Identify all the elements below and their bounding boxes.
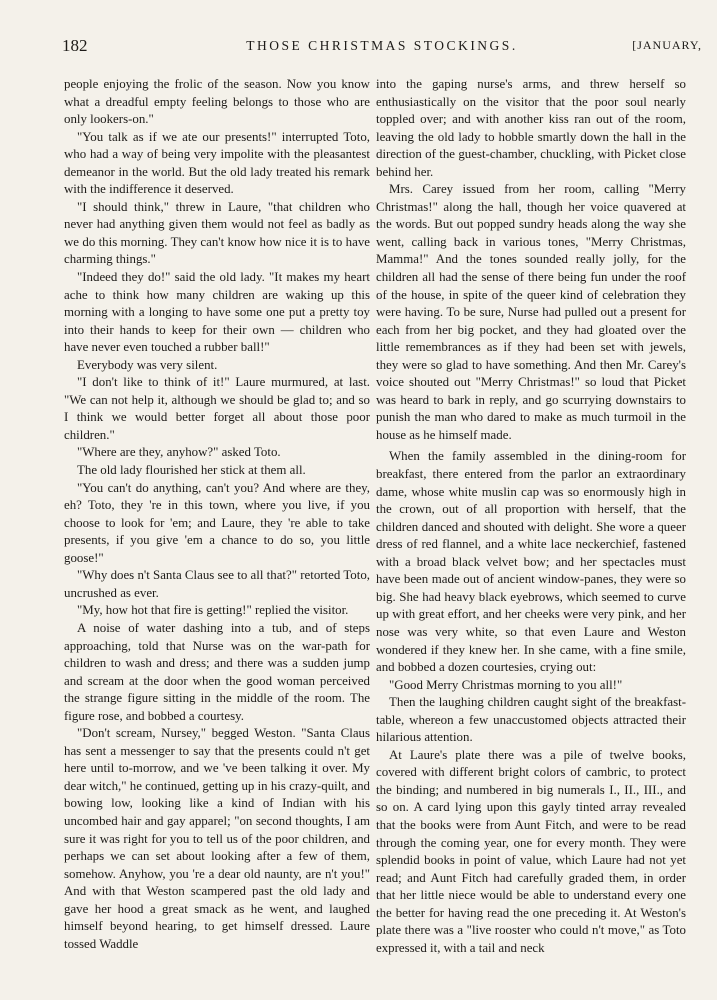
running-title: THOSE CHRISTMAS STOCKINGS. [246, 38, 518, 53]
paragraph: "Why does n't Santa Claus see to all that?" retorted Toto, uncrushed as ever. [64, 568, 370, 600]
paragraph: "Good Merry Christmas morning to you all!" [389, 677, 623, 692]
paragraph: "I don't like to think of it!" Laure murmured, at last. "We can not help it, although we should be glad to; and so I think we would better forget all about those poor children." [64, 375, 370, 442]
page-header [62, 36, 702, 56]
paragraph: When the family assembled in the dining-room for breakfast, there entered from the parlor an extraordinary dame, whose white muslin cap was so enormously high in the crown, out of all proportion with herself, that the children danced and shouted with delight. She wore a queer dress of red flannel, and a white lace neckerchief, fastened with a broad black velvet bow; and her spectacles must have been made out of ancient window-panes, they were so big. She had heavy black eyebrows, which seemed to curve up with great effort, and her cheeks were very pink, and her nose was very white, so that even Laure and Weston wondered if they knew her. In she came, with a fine smile, and bobbed a dozen courtesies, crying out: [376, 449, 686, 675]
paragraph: Everybody was very silent. [77, 357, 218, 372]
left-column [64, 76, 370, 953]
paragraph: Mrs. Carey issued from her room, calling "Merry Christmas!" along the hall, though her voice quavered at the words. But out popped sundry heads along the way she went, calling back in various tones, "Merry Christmas, Mamma!" And the tones sounded really jolly, for the children all had the sense of there being fun under the roof of the house, in spite of the queer kind of celebration they were having. To be sure, Nurse had pulled out a present for each from her big pocket, and they had gloated over the little remembrances as if they had been set with jewels, they were so glad to have something. And then Mr. Carey's voice shouted out "Merry Christmas!" so loud that Picket was heard to bark in reply, and go scurrying downstairs to punish the man who dared to make as much turmoil in the house as he himself made. [376, 182, 686, 442]
paragraph: "Where are they, anyhow?" asked Toto. [77, 445, 281, 460]
paragraph: Then the laughing children caught sight of the breakfast-table, whereon a few unaccustomed objects attracted their hilarious attention. [376, 695, 686, 745]
paragraph: "Indeed they do!" said the old lady. "It makes my heart ache to think how many children are waking up this morning with a longing to have some one put a pretty toy into their hands to keep for their own — children who have never even touched a rubber ball!" [64, 270, 370, 355]
paragraph: At Laure's plate there was a pile of twelve books, covered with different bright colors of cambric, to protect the binding; and numbered in big numerals I., II., III., and so on. A card lying upon this gayly tinted array revealed that the books were from Aunt Fitch, and were to be read through the coming year, one for every month. They were splendid books in point of value, which Laure had not yet read; and Aunt Fitch had carefully graded them, in order that her little niece would be able to understand every one the better for having read the one preceding it. At Weston's plate there was a "live rooster who could n't move," as Toto expressed it, with a tail and neck [376, 747, 686, 955]
right-column [376, 76, 686, 957]
paragraph: "I should think," threw in Laure, "that children who never had anything given them would not feel as badly as we do this morning. They can't know how nice it is to have charming things." [64, 199, 370, 267]
paragraph: into the gaping nurse's arms, and threw herself so enthusiastically on the visitor that the poor soul nearly toppled over; and with another kiss ran out of the room, leaving the old lady to hobble smartly down the hall in the direction of the guest-chamber, chuckling, with Picket close behind her. [376, 77, 686, 179]
paragraph: "Don't scream, Nursey," begged Weston. "Santa Claus has sent a messenger to say that the presents could n't get here until to-morrow, and we 've been talking it over. My dear witch," he continued, getting up in his crazy-quilt, and bowing low, looking like a kind of Indian with his uncombed hair and gay apparel; "on second thoughts, I am sure it was right for you to tell us of the poor children, and perhaps we can set about looking after a few of them, somehow. Anyhow, you 're a dear old naunty, are n't you!" And with that Weston scampered past the old lady and gave her hood a great smack as he went, and laughed himself beyond hearing, to get himself dressed. Laure tossed Waddle [64, 726, 370, 951]
paragraph: "You can't do anything, can't you? And where are they, eh? Toto, they 're in this town, where you live, if you choose to look for 'em; and Laure, they 're able to take presents, if you give 'em a chance to do so, you little goose!" [64, 480, 370, 565]
paragraph: people enjoying the frolic of the season. Now you know what a dreadful empty feeling belongs to those who are only lookers-on." [64, 77, 370, 127]
page-number: 182 [62, 36, 88, 55]
paragraph: "My, how hot that fire is getting!" replied the visitor. [77, 603, 349, 618]
month-label: [JANUARY, [632, 38, 702, 52]
paragraph: The old lady flourished her stick at them all. [77, 463, 306, 478]
paragraph: A noise of water dashing into a tub, and of steps approaching, told that Nurse was on the war-path for children to wash and dress; and there was a sudden jump and scream at the door when the good woman perceived the strange figure sitting in the middle of the room. The figure rose, and bobbed a courtesy. [64, 620, 370, 723]
paragraph: "You talk as if we ate our presents!" interrupted Toto, who had a way of being very impolite with the pleasantest demeanor in the world. But the old lady treated his remark with the indifference it deserved. [64, 129, 370, 197]
